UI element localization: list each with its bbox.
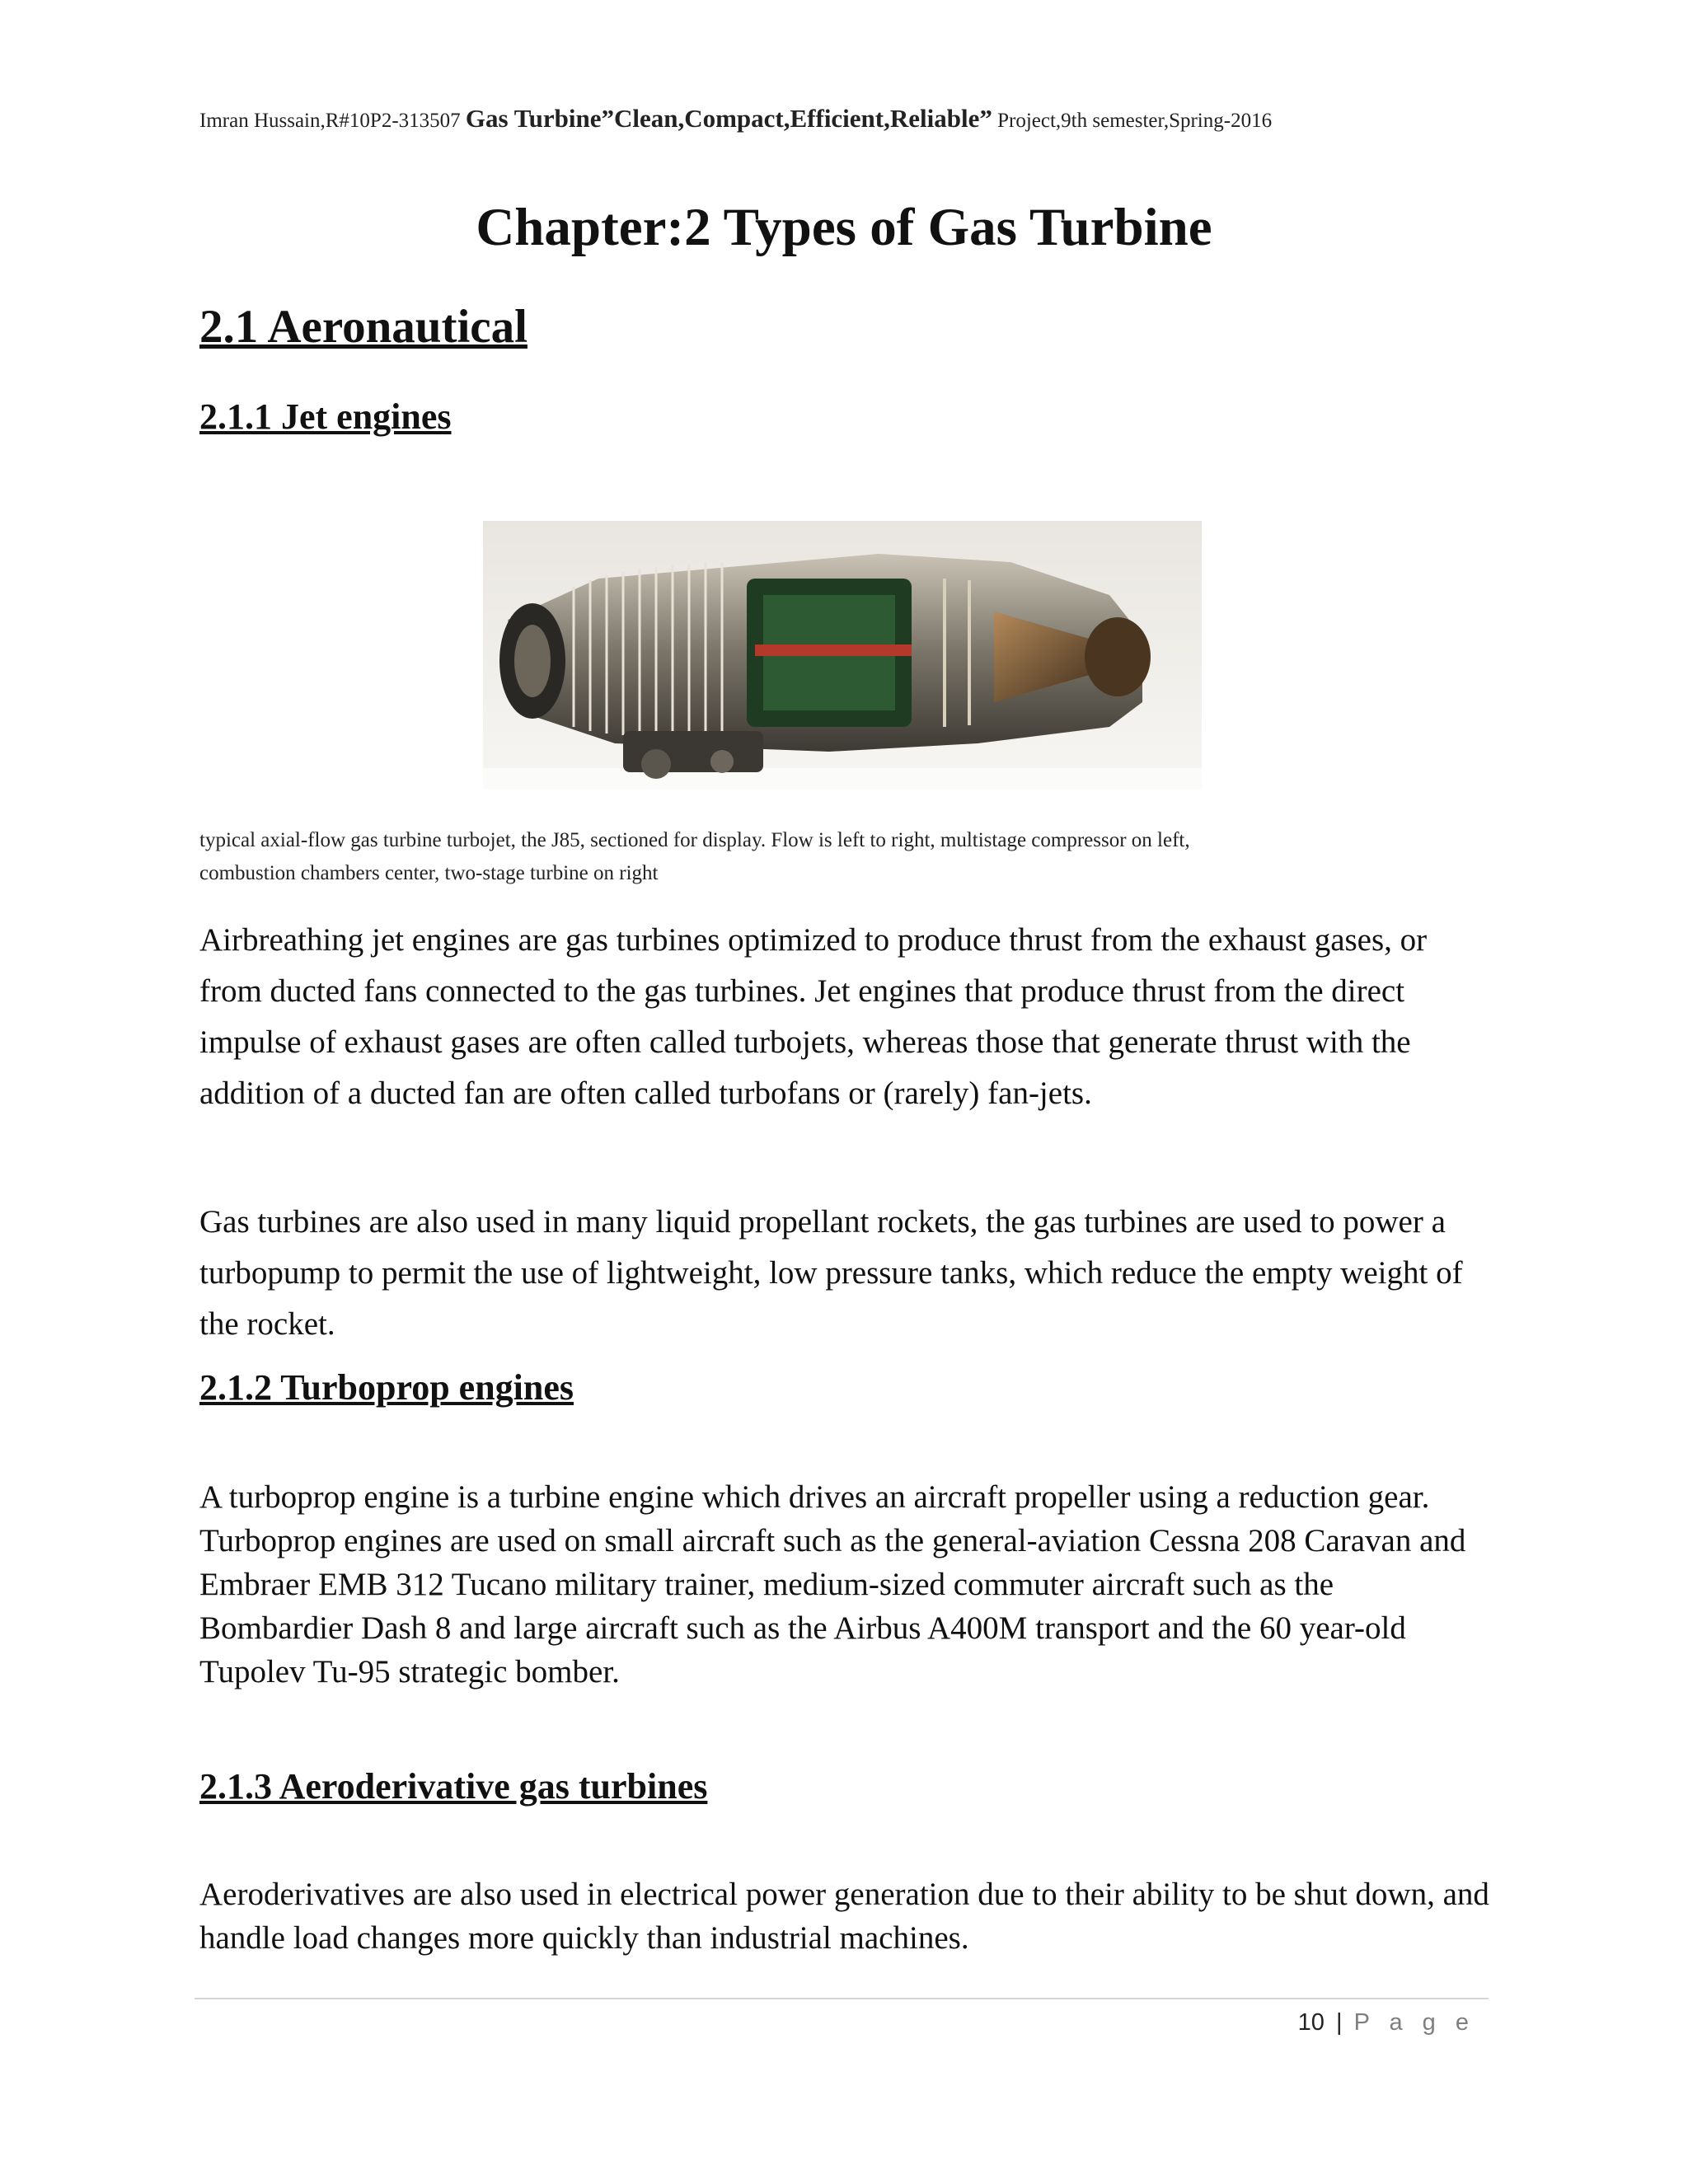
header-info: Project,9th semester,Spring-2016: [997, 110, 1273, 132]
jet-engine-illustration: [483, 521, 1202, 790]
subsection-heading-aeroderivative: 2.1.3 Aeroderivative gas turbines: [199, 1766, 708, 1807]
footer-page-word: P a g e: [1353, 2009, 1475, 2036]
paragraph-rockets: Gas turbines are also used in many liquid propellant rockets, the gas turbines are used to power a turbopump to permit the use of lightweight, low pressure tanks, which reduce the empty weight of the rocket.: [199, 1204, 1463, 1342]
figure-caption-line-1: typical axial-flow gas turbine turbojet, the J85, sectioned for display. Flow is left to right, multistage compressor on left,: [199, 829, 1190, 851]
page-footer: [1071, 2004, 1475, 2041]
subsection-heading-jet-engines: 2.1.1 Jet engines: [199, 396, 452, 437]
jet-engine-cutaway-photo: [483, 521, 1202, 790]
running-header: [199, 102, 1518, 138]
header-author: Imran Hussain,R#10P2-313507: [199, 110, 461, 132]
header-title: Gas Turbine”Clean,Compact,Efficient,Reliable”: [465, 104, 992, 133]
section-heading-aeronautical: 2.1 Aeronautical: [199, 301, 528, 353]
paragraph-aeroderivative: Aeroderivatives are also used in electrical power generation due to their ability to be shut down, and handle load changes more quickly than industrial machines.: [199, 1877, 1489, 1956]
figure-caption-line-2: combustion chambers center, two-stage turbine on right: [199, 862, 659, 884]
paragraph-turboprop: A turboprop engine is a turbine engine which drives an aircraft propeller using a reduction gear. Turboprop engines are used on small aircraft such as the general-aviation Cessna 208 Caravan and Embraer EMB 312 Tucano military trainer, medium-sized commuter aircraft such as the Bombardier Dash 8 and large aircraft such as the Airbus A400M transport and the 60 year-old Tupolev Tu-95 strategic bomber.: [199, 1479, 1466, 1690]
chapter-title: Chapter:2 Types of Gas Turbine: [476, 198, 1212, 257]
figure-caption: [199, 824, 1485, 890]
subsection-heading-turboprop: 2.1.2 Turboprop engines: [199, 1367, 574, 1408]
footer-separator: |: [1336, 2009, 1343, 2036]
paragraph-jet-engines: Airbreathing jet engines are gas turbines optimized to produce thrust from the exhaust gases, or from ducted fans connected to the gas turbines. Jet engines that produce thrust from the direct impulse of exhaust gases are often called turbojets, whereas those that generate thrust with the addition of a ducted fan are often called turbofans or (rarely) fan-jets.: [199, 922, 1428, 1111]
footer-rule: [195, 1998, 1489, 1999]
page-number: 10: [1297, 2009, 1325, 2036]
